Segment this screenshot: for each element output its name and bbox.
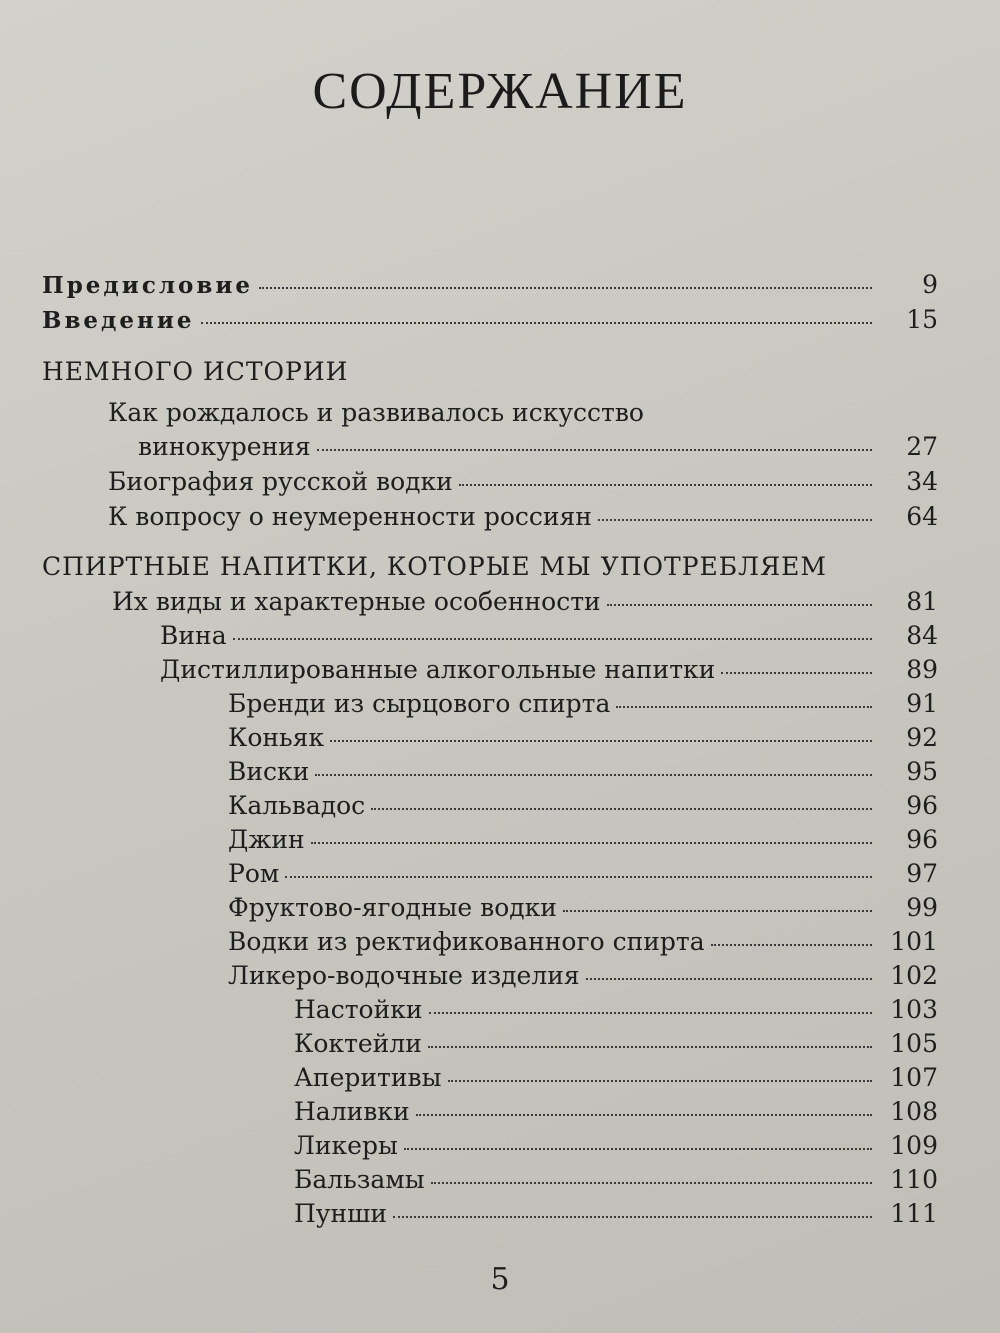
toc-entry [228, 721, 938, 755]
toc-entry [294, 993, 938, 1027]
toc-entry-label: Коньяк [228, 723, 325, 752]
toc-entry-page: 96 [906, 791, 938, 820]
leader-dots [416, 1114, 872, 1116]
leader-dots [201, 322, 872, 324]
toc-entry-label: Джин [228, 825, 305, 854]
toc-entry-page: 108 [890, 1097, 938, 1126]
toc-entry-page: 111 [890, 1199, 938, 1228]
toc-entry-label: Их виды и характерные особенности [112, 587, 601, 616]
toc-entry-page: 27 [906, 432, 938, 461]
toc-entry [228, 823, 938, 857]
toc-entry-label: Биография русской водки [108, 467, 453, 496]
toc-entry [112, 585, 938, 619]
toc-entry-label: Дистиллированные алкогольные напитки [160, 655, 716, 684]
page-title: СОДЕРЖАНИЕ [312, 63, 688, 120]
leader-dots [429, 1012, 872, 1014]
toc-entry-label: Бренди из сырцового спирта [228, 689, 611, 718]
leader-dots [428, 1046, 872, 1048]
toc-entry-label: К вопросу о неумеренности россиян [108, 502, 592, 531]
toc-entry-page: 95 [906, 757, 938, 786]
toc-entry-label: Аперитивы [294, 1063, 442, 1092]
toc-entry [228, 959, 938, 993]
toc-entry-page: 105 [890, 1029, 938, 1058]
toc-entry-label: Водки из ректификованного спирта [228, 927, 705, 956]
leader-dots [711, 944, 872, 946]
leader-dots [586, 978, 872, 980]
toc-entry [108, 500, 938, 534]
toc-entry-label: Ликеры [294, 1131, 398, 1160]
toc-entry-page: 15 [906, 305, 938, 334]
leader-dots [459, 484, 872, 486]
leader-dots [616, 706, 872, 708]
toc-entry-first-line: Как рождалось и развивалось искусство [108, 398, 644, 427]
toc-entry-label: Введение [42, 307, 195, 334]
toc-entry-label: Наливки [294, 1097, 410, 1126]
leader-dots [259, 287, 872, 289]
toc-entry-page: 81 [906, 587, 938, 616]
leader-dots [393, 1216, 872, 1218]
toc-entry [228, 687, 938, 721]
toc-entry [294, 1129, 938, 1163]
toc-entry-page: 102 [890, 961, 938, 990]
toc-entry-page: 91 [906, 689, 938, 718]
toc-entry-page: 96 [906, 825, 938, 854]
toc-entry-label: Настойки [294, 995, 423, 1024]
leader-dots [315, 774, 872, 776]
toc-entry-label: Виски [228, 757, 310, 786]
toc-entry [42, 303, 938, 337]
toc-entry [228, 789, 938, 823]
page-number: 5 [490, 1262, 510, 1297]
toc-entry-label: Кальвадос [228, 791, 366, 820]
section-heading: НЕМНОГО ИСТОРИИ [42, 357, 349, 386]
toc-entry [228, 891, 938, 925]
toc-entry-page: 9 [922, 270, 938, 299]
toc-entry-page: 107 [890, 1063, 938, 1092]
toc-entry-page: 64 [906, 502, 938, 531]
toc-entry-label: Предисловие [42, 272, 254, 299]
toc-entry-page: 110 [890, 1165, 938, 1194]
leader-dots [330, 740, 872, 742]
toc-entry [294, 1163, 938, 1197]
toc-entry [294, 1197, 938, 1231]
leader-dots [598, 519, 872, 521]
toc-entry-label: Пунши [294, 1199, 388, 1228]
toc-entry [228, 857, 938, 891]
toc-entry [294, 1061, 938, 1095]
toc-entry-page: 92 [906, 723, 938, 752]
toc-entry-label: Вина [160, 621, 227, 650]
toc-entry-label: Ром [228, 859, 280, 888]
toc-entry-page: 99 [906, 893, 938, 922]
toc-entry [228, 755, 938, 789]
toc-entry [42, 268, 938, 302]
toc-entry-page: 103 [890, 995, 938, 1024]
toc-entry-page: 97 [906, 859, 938, 888]
toc-entry-label: винокурения [138, 432, 311, 461]
toc-entry [294, 1027, 938, 1061]
leader-dots [721, 672, 872, 674]
toc-entry-page: 101 [890, 927, 938, 956]
toc-entry [160, 653, 938, 687]
toc-entry-label: Коктейли [294, 1029, 422, 1058]
toc-entry-page: 34 [906, 467, 938, 496]
toc-entry-label: Ликеро-водочные изделия [228, 961, 580, 990]
toc-entry-page: 84 [906, 621, 938, 650]
leader-dots [285, 876, 872, 878]
toc-entry [160, 619, 938, 653]
toc-entry [228, 925, 938, 959]
toc-entry-label: Бальзамы [294, 1165, 425, 1194]
toc-entry-label: Фруктово-ягодные водки [228, 893, 557, 922]
leader-dots [431, 1182, 872, 1184]
leader-dots [233, 638, 872, 640]
leader-dots [371, 808, 872, 810]
toc-entry [108, 465, 938, 499]
toc-entry [294, 1095, 938, 1129]
toc-entry [138, 430, 938, 464]
toc-entry-page: 89 [906, 655, 938, 684]
section-heading: СПИРТНЫЕ НАПИТКИ, КОТОРЫЕ МЫ УПОТРЕБЛЯЕМ [42, 552, 828, 581]
leader-dots [404, 1148, 872, 1150]
leader-dots [311, 842, 872, 844]
leader-dots [317, 449, 872, 451]
leader-dots [607, 604, 872, 606]
toc-entry-page: 109 [890, 1131, 938, 1160]
leader-dots [563, 910, 872, 912]
leader-dots [448, 1080, 872, 1082]
